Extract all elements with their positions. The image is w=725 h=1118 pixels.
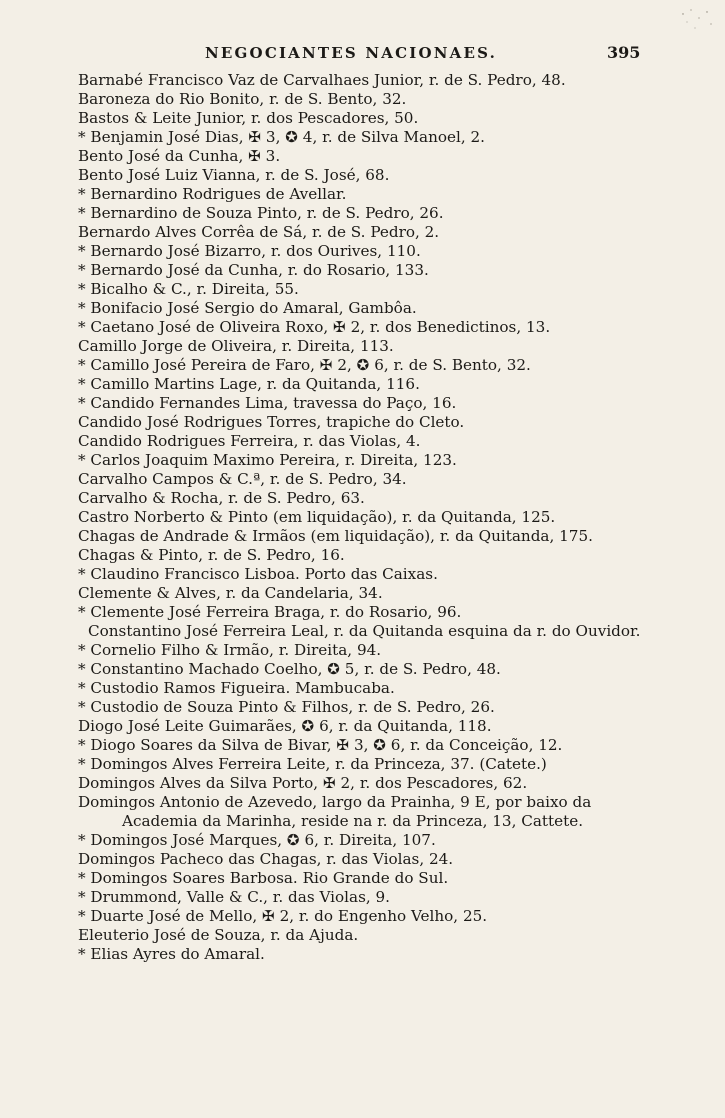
entry-text: * Diogo Soares da Silva de Bivar, ✠ 3, ✪ 6, r. da Conceição, 12. xyxy=(78,736,563,754)
directory-entry xyxy=(78,394,658,413)
directory-entry xyxy=(78,755,658,774)
entry-text: * Constantino Machado Coelho, ✪ 5, r. de S. Pedro, 48. xyxy=(78,660,501,678)
entry-text: * Bonifacio José Sergio do Amaral, Gambôa. xyxy=(78,299,417,317)
directory-entry xyxy=(78,717,658,736)
entry-text: * Custodio de Souza Pinto & Filhos, r. de S. Pedro, 26. xyxy=(78,698,495,716)
entry-text: Eleuterio José de Souza, r. da Ajuda. xyxy=(78,926,359,944)
entry-text: * Camillo Martins Lage, r. da Quitanda, 116. xyxy=(78,375,420,393)
entry-text: Domingos Pacheco das Chagas, r. das Violas, 24. xyxy=(78,850,454,868)
directory-entry xyxy=(78,603,658,622)
directory-entry xyxy=(78,546,658,565)
directory-entry xyxy=(78,622,658,641)
directory-entry xyxy=(78,451,658,470)
directory-entry xyxy=(78,166,658,185)
entry-text: Chagas & Pinto, r. de S. Pedro, 16. xyxy=(78,546,345,564)
entry-text: Carvalho & Rocha, r. de S. Pedro, 63. xyxy=(78,489,365,507)
entry-text: Bernardo Alves Corrêa de Sá, r. de S. Pedro, 2. xyxy=(78,223,440,241)
directory-entry xyxy=(78,850,658,869)
entry-text: * Carlos Joaquim Maximo Pereira, r. Direita, 123. xyxy=(78,451,457,469)
directory-entry xyxy=(78,432,658,451)
entry-text: Clemente & Alves, r. da Candelaria, 34. xyxy=(78,584,383,602)
entry-text: Camillo Jorge de Oliveira, r. Direita, 113. xyxy=(78,337,394,355)
entry-text: Barnabé Francisco Vaz de Carvalhaes Junior, r. de S. Pedro, 48. xyxy=(78,71,566,89)
entry-text: * Candido Fernandes Lima, travessa do Paço, 16. xyxy=(78,394,457,412)
directory-entry xyxy=(78,907,658,926)
entry-text: * Benjamin José Dias, ✠ 3, ✪ 4, r. de Silva Manoel, 2. xyxy=(78,128,485,146)
directory-entry xyxy=(78,793,658,831)
directory-entry xyxy=(78,299,658,318)
directory-entry xyxy=(78,185,658,204)
entry-text: * Custodio Ramos Figueira. Mambucaba. xyxy=(78,679,395,697)
directory-entry xyxy=(78,71,658,90)
directory-entry xyxy=(78,584,658,603)
entry-text: * Clemente José Ferreira Braga, r. do Rosario, 96. xyxy=(78,603,462,621)
directory-entry xyxy=(78,565,658,584)
entry-text: * Bernardino de Souza Pinto, r. de S. Pedro, 26. xyxy=(78,204,444,222)
directory-entry xyxy=(78,375,658,394)
directory-entry xyxy=(78,679,658,698)
directory-entry xyxy=(78,109,658,128)
directory-entry xyxy=(78,926,658,945)
directory-entry xyxy=(78,128,658,147)
entry-text: * Drummond, Valle & C., r. das Violas, 9. xyxy=(78,888,391,906)
entry-text: * Bernardino Rodrigues de Avellar. xyxy=(78,185,347,203)
entry-text: * Bernardo José Bizarro, r. dos Ourives, 110. xyxy=(78,242,421,260)
directory-entry xyxy=(78,888,658,907)
entry-text: * Camillo José Pereira de Faro, ✠ 2, ✪ 6, r. de S. Bento, 32. xyxy=(78,356,531,374)
entry-text: Domingos Antonio de Azevedo, largo da Prainha, 9 E, por baixo da Academia da Marinha, reside na r. da Princeza, 13, Cattete. xyxy=(78,793,592,830)
directory-entry xyxy=(78,261,658,280)
entry-text: * Elias Ayres do Amaral. xyxy=(78,945,265,963)
directory-entry xyxy=(78,223,658,242)
entry-text: * Domingos José Marques, ✪ 6, r. Direita, 107. xyxy=(78,831,436,849)
directory-entry xyxy=(78,508,658,527)
directory-entry xyxy=(78,660,658,679)
directory-entry xyxy=(78,318,658,337)
entry-text: Bento José Luiz Vianna, r. de S. José, 68. xyxy=(78,166,390,184)
entry-text: * Bernardo José da Cunha, r. do Rosario, 133. xyxy=(78,261,429,279)
entry-text: Candido José Rodrigues Torres, trapiche do Cleto. xyxy=(78,413,465,431)
entry-text: * Caetano José de Oliveira Roxo, ✠ 2, r. dos Benedictinos, 13. xyxy=(78,318,551,336)
directory-entry xyxy=(78,147,658,166)
page-header xyxy=(0,40,725,70)
entry-text: Baroneza do Rio Bonito, r. de S. Bento, 32. xyxy=(78,90,407,108)
directory-entry xyxy=(78,945,658,964)
directory-entry xyxy=(78,90,658,109)
page-number: 395 xyxy=(607,43,641,62)
directory-entry xyxy=(78,356,658,375)
directory-entries xyxy=(78,71,658,964)
directory-entry xyxy=(78,831,658,850)
directory-entry xyxy=(78,242,658,261)
directory-entry xyxy=(78,774,658,793)
entry-text: Bento José da Cunha, ✠ 3. xyxy=(78,147,281,165)
entry-text: * Bicalho & C., r. Direita, 55. xyxy=(78,280,299,298)
directory-entry xyxy=(78,698,658,717)
directory-entry xyxy=(78,280,658,299)
directory-entry xyxy=(78,736,658,755)
directory-entry xyxy=(78,489,658,508)
entry-text: Castro Norberto & Pinto (em liquidação), r. da Quitanda, 125. xyxy=(78,508,556,526)
directory-entry xyxy=(78,470,658,489)
entry-text: * Domingos Alves Ferreira Leite, r. da Princeza, 37. (Catete.) xyxy=(78,755,547,773)
entry-text: * Duarte José de Mello, ✠ 2, r. do Engenho Velho, 25. xyxy=(78,907,488,925)
entry-text: Chagas de Andrade & Irmãos (em liquidação), r. da Quitanda, 175. xyxy=(78,527,593,545)
directory-entry xyxy=(78,337,658,356)
directory-entry xyxy=(78,413,658,432)
entry-text: * Domingos Soares Barbosa. Rio Grande do Sul. xyxy=(78,869,449,887)
entry-text: Domingos Alves da Silva Porto, ✠ 2, r. dos Pescadores, 62. xyxy=(78,774,528,792)
directory-entry xyxy=(78,869,658,888)
entry-text: * Claudino Francisco Lisboa. Porto das Caixas. xyxy=(78,565,438,583)
directory-entry xyxy=(78,641,658,660)
directory-entry xyxy=(78,204,658,223)
entry-text: Candido Rodrigues Ferreira, r. das Violas, 4. xyxy=(78,432,421,450)
entry-text: Bastos & Leite Junior, r. dos Pescadores, 50. xyxy=(78,109,419,127)
running-head: NEGOCIANTES NACIONAES. xyxy=(205,44,498,62)
entry-text: Diogo José Leite Guimarães, ✪ 6, r. da Quitanda, 118. xyxy=(78,717,492,735)
entry-text: Constantino José Ferreira Leal, r. da Quitanda esquina da r. do Ouvidor. xyxy=(88,622,641,640)
entry-text: Carvalho Campos & C.ª, r. de S. Pedro, 34. xyxy=(78,470,407,488)
entry-text: * Cornelio Filho & Irmão, r. Direita, 94. xyxy=(78,641,382,659)
directory-entry xyxy=(78,527,658,546)
ink-specks xyxy=(677,6,717,36)
